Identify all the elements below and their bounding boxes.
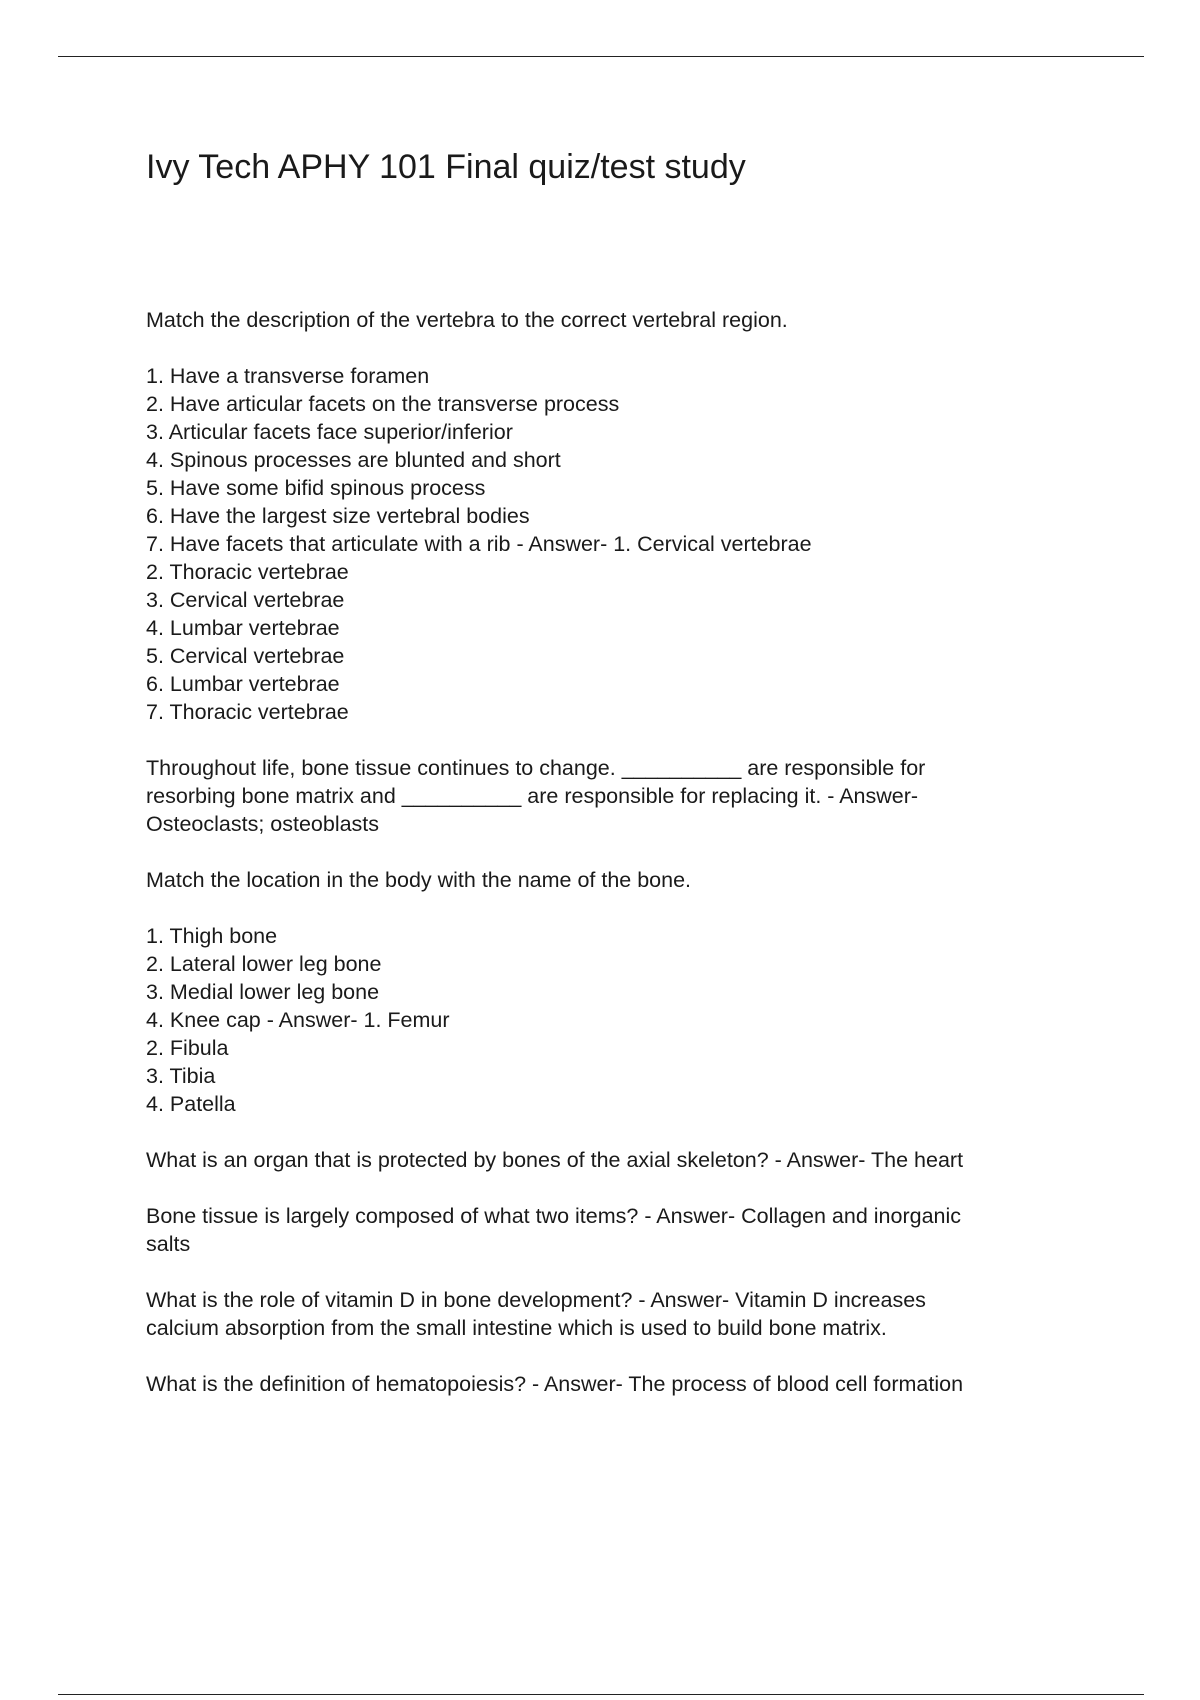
question-axial-skeleton: What is an organ that is protected by bones of the axial skeleton? - Answer- The heart <box>146 1148 964 1172</box>
instruction-bone-matching: Match the location in the body with the name of the bone. <box>146 868 692 892</box>
question-list <box>146 306 1076 1398</box>
document-body <box>146 138 1076 1426</box>
question-bone-remodeling: Throughout life, bone tissue continues to change. __________ are responsible for resorbing bone matrix and __________ are responsible for replacing it. - Answer- Osteoclasts; osteoblasts <box>146 756 926 836</box>
bone-matching-list: 1. Thigh bone 2. Lateral lower leg bone 3. Medial lower leg bone 4. Knee cap - Answer- 1. Femur 2. Fibula 3. Tibia 4. Patella <box>146 924 450 1116</box>
question-bone-composition: Bone tissue is largely composed of what two items? - Answer- Collagen and inorganic salts <box>146 1204 962 1256</box>
footer-rule <box>58 1694 1144 1695</box>
instruction-vertebra-matching: Match the description of the vertebra to the correct vertebral region. <box>146 308 788 332</box>
header-rule <box>58 56 1144 57</box>
question-vitamin-d: What is the role of vitamin D in bone development? - Answer- Vitamin D increases calcium absorption from the small intestine which is used to build bone matrix. <box>146 1288 926 1340</box>
question-hematopoiesis: What is the definition of hematopoiesis? - Answer- The process of blood cell formation <box>146 1372 964 1396</box>
document-title: Ivy Tech APHY 101 Final quiz/test study <box>146 148 746 186</box>
vertebra-matching-list: 1. Have a transverse foramen 2. Have articular facets on the transverse process 3. Articular facets face superior/inferior 4. Spinous processes are blunted and short 5. Have some bifid spinous process 6. Have the largest size vertebral bodies 7. Have facets that articulate with a rib - Answer- 1. Cervical vertebrae 2. Thoracic vertebrae 3. Cervical vertebrae 4. Lumbar vertebrae 5. Cervical vertebrae 6. Lumbar vertebrae 7. Thoracic vertebrae <box>146 364 812 724</box>
